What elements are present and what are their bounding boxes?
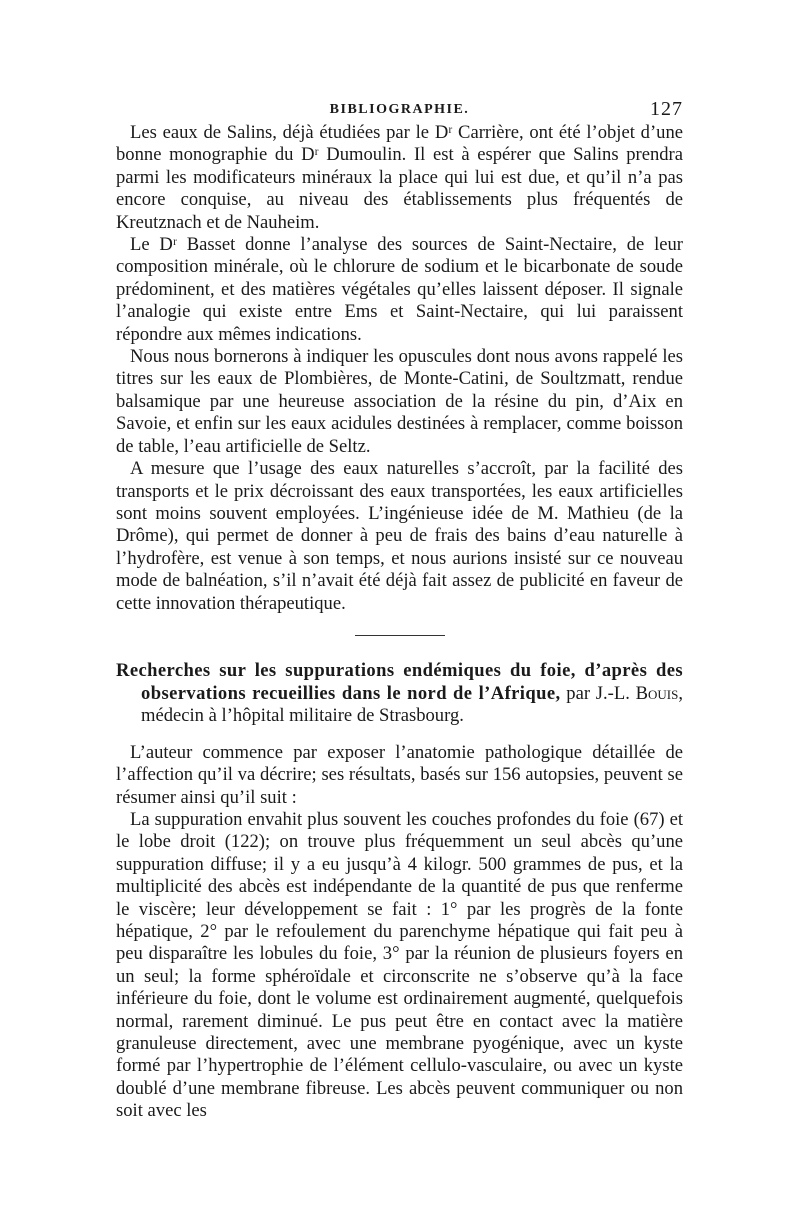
paragraph-salins: Les eaux de Salins, déjà étudiées par le Dʳ Carrière, ont été l’objet d’une bonne monographie du Dʳ Dumoulin. Il est à espérer que Salins prendra parmi les modificateurs minéraux la place qui lui est due, et qu’il n’a pas encore conquise, au niveau des établissements plus fréquentés de Kreutznach et de Nauheim. [116,122,683,233]
running-head [116,98,683,122]
page-number: 127 [650,98,683,120]
review-paragraph-intro: L’auteur commence par exposer l’anatomie pathologique détaillée de l’affection qu’il va décrire; ses résultats, basés sur 156 autopsies, peuvent se résumer ainsi qu’il suit : [116,741,683,808]
review-author-detail: , médecin à l’hôpital militaire de Strasbourg. [141,682,683,727]
review-paragraph-suppuration: La suppuration envahit plus souvent les couches profondes du foie (67) et le lobe droit (122); on trouve plus fréquemment un seul abcès qu’une suppuration diffuse; il y a eu jusqu’à 4 kilogr. 500 grammes de pus, et la multiplicité des abcès est indépendante de la quantité de pus que renferme le viscère; leur développement se fait : 1° par les progrès de la fonte hépatique, 2° par le refoulement du parenchyme hépatique qui fait peu à peu disparaître les lobules du foie, 3° par la réunion de plusieurs foyers en un seul; la forme sphéroïdale et circonscrite ne s’observe qu’à la face inférieure du foie, dont le volume est ordinairement augmenté, quelquefois normal, rarement diminué. Le pus peut être en contact avec la matière granuleuse directement, avec une membrane pyogénique, avec un kyste formé par l’hypertrophie de l’élément cellulo-vasculaire, ou avec un kyste doublé d’une membrane fibreuse. Les abcès peuvent communiquer ou non soit avec les [116,808,683,1122]
review-title: Recherches sur les suppurations endémiques du foie, d’après des observations recueillies dans le nord de l’Afrique, [116,659,683,704]
paragraph-opuscules: Nous nous bornerons à indiquer les opuscules dont nous avons rappelé les titres sur les eaux de Plombières, de Monte-Catini, de Soultzmatt, rendue balsamique par une heureuse association de la résine du pin, d’Aix en Savoie, et enfin sur les eaux acidules destinées à remplacer, comme boisson de table, l’eau artificielle de Seltz. [116,346,683,457]
review-heading [116,660,683,728]
review-byline: par J.-L. [566,682,630,704]
book-page [116,98,683,1123]
review-author: Bouis [635,682,679,704]
section-divider [355,635,445,636]
paragraph-eaux-artificielles: A mesure que l’usage des eaux naturelles s’accroît, par la facilité des transports et le prix décroissant des eaux transportées, les eaux artificielles sont moins souvent employées. L’ingénieuse idée de M. Mathieu (de la Drôme), qui permet de donner à peu de frais des bains d’eau naturelle à l’hydrofère, est venue à son temps, et nous aurions insisté sur ce nouveau mode de balnéation, s’il n’avait été déjà fait assez de publicité en faveur de cette innovation thérapeutique. [116,458,683,614]
paragraph-saint-nectaire: Le Dʳ Basset donne l’analyse des sources de Saint-Nectaire, de leur composition minérale, où le chlorure de sodium et le bicarbonate de soude prédominent, et des matières végétales qu’elles laissent déposer. Il signale l’analogie qui existe entre Ems et Saint-Nectaire, qui lui paraissent répondre aux mêmes indications. [116,234,683,345]
running-title: BIBLIOGRAPHIE. [329,102,470,117]
